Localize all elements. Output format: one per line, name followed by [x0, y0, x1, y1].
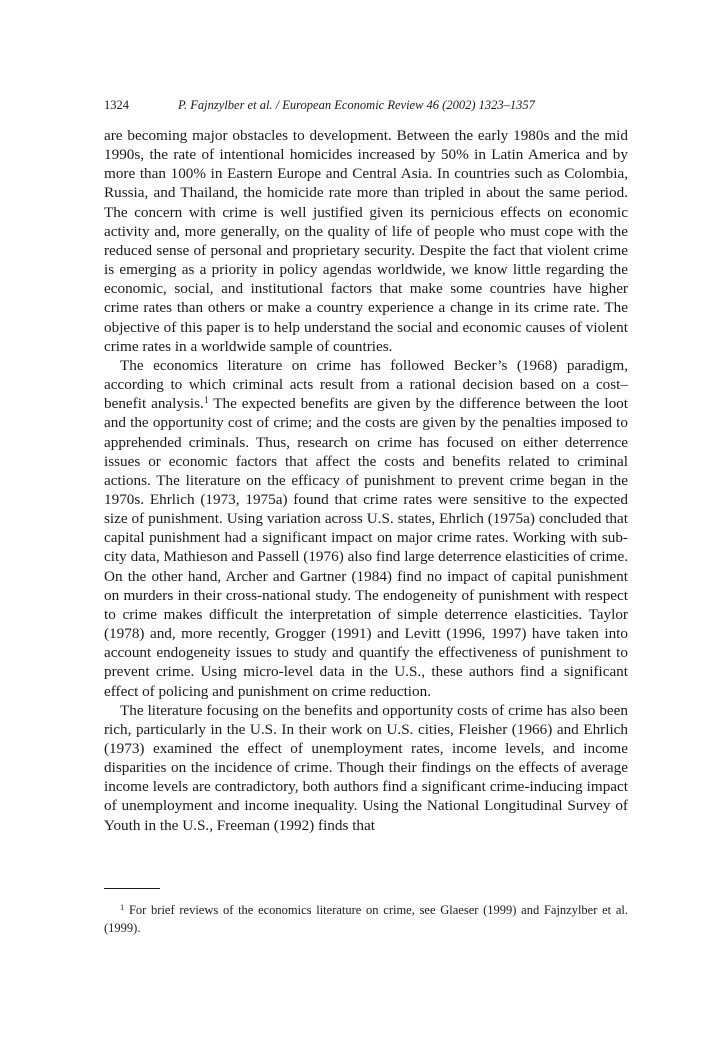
paragraph-3: The literature focusing on the benefits and opportunity costs of crime has also been rich, particularly in the U.S. In their work on U.S. cities, Fleisher (1966) and Ehrlich (1973) examined the effect of unemployment rates, income levels, and income disparities on the incidence of crime. Though their findings on the effects of average income levels are contradictory, both authors find a significant crime-inducing impact of unemployment and income inequality. Using the National Longitudinal Survey of Youth in the U.S., Freeman (1992) finds that: [104, 701, 628, 834]
body-text: [104, 126, 628, 835]
running-head: [104, 97, 628, 113]
footnote-reference-1[interactable]: 1: [203, 396, 209, 407]
running-title: P. Fajnzylber et al. / European Economic Review 46 (2002) 1323–1357: [178, 98, 535, 112]
paragraph-1: are becoming major obstacles to development. Between the early 1980s and the mid 1990s, the rate of intentional homicides increased by 50% in Latin America and by more than 100% in Eastern Europe and Central Asia. In countries such as Colombia, Russia, and Thailand, the homicide rate more than tripled in about the same period. The concern with crime is well justified given its pernicious effects on economic activity and, more generally, on the quality of life of people who must cope with the reduced sense of personal and proprietary security. Despite the fact that violent crime is emerging as a priority in policy agendas worldwide, we know little regarding the economic, social, and institutional factors that make some countries have higher crime rates than others or make a country experience a change in its crime rate. The objective of this paper is to help understand the social and economic causes of violent crime rates in a worldwide sample of countries.: [104, 127, 628, 355]
paragraph-2-text-a: The economics literature on crime has followed Becker’s (1968) paradigm, according to which criminal acts result from a rational decision based on a cost–benefit analysis.: [104, 356, 628, 413]
footnote-marker: 1: [120, 902, 125, 912]
paragraph-2: [104, 356, 628, 701]
footnote-text: For brief reviews of the economics literature on crime, see Glaeser (1999) and Fajnzylber et al. (1999).: [104, 903, 628, 935]
footnote-divider: [104, 888, 160, 889]
footnote-1: [104, 901, 628, 937]
paragraph-2-text-b: The expected benefits are given by the difference between the loot and the opportunity cost of crime; and the costs are given by the penalties imposed to apprehended criminals. Thus, research on crime has focused on either deterrence issues or economic factors that affect the costs and benefits related to criminal actions. The literature on the efficacy of punishment to prevent crime began in the 1970s. Ehrlich (1973, 1975a) found that crime rates were sensitive to the expected size of punishment. Using variation across U.S. states, Ehrlich (1975a) concluded that capital punishment had a significant impact on major crime rates. Working with sub-city data, Mathieson and Passell (1976) also find large deterrence elasticities of crime. On the other hand, Archer and Gartner (1984) find no impact of capital punishment on murders in their cross-national study. The endogeneity of punishment with respect to crime makes difficult the interpretation of simple deterrence elasticities. Taylor (1978) and, more recently, Grogger (1991) and Levitt (1996, 1997) have taken into account endogeneity issues to study and quantify the effectiveness of punishment to prevent crime. Using micro-level data in the U.S., these authors find a significant effect of policing and punishment on crime reduction.: [104, 395, 628, 700]
page-number: 1324: [104, 98, 129, 112]
